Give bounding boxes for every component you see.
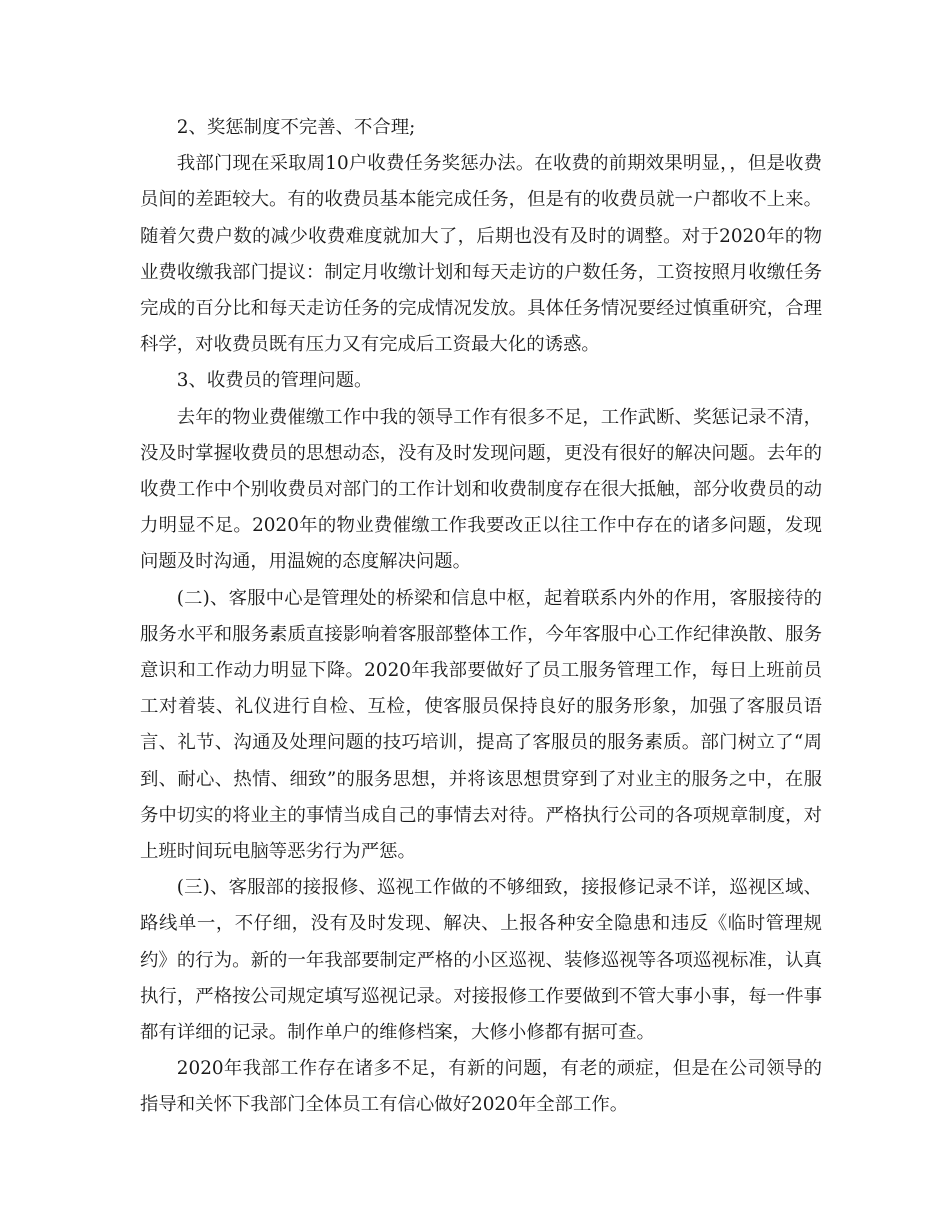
paragraph-customer-service-center: (二)、客服中心是管理处的桥梁和信息中枢，起着联系内外的作用，客服接待的服务水平和服务素质直接影响着客服部整体工作，今年客服中心工作纪律涣散、服务意识和工作动力明显下降。2020年我部要做好了员工服务管理工作，每日上班前员工对着装、礼仪进行自检、互检，使客服员保持良好的服务形象，加强了客服员语言、礼节、沟通及处理问题的技巧培训，提高了客服员的服务素质。部门树立了“周到、耐心、热情、细致”的服务思想，并将该思想贯穿到了对业主的服务之中，在服务中切实的将业主的事情当成自己的事情去对待。严格执行公司的各项规章制度，对上班时间玩电脑等恶劣行为严惩。 bbox=[140, 587, 822, 863]
paragraph-reward-system: 我部门现在采取周10户收费任务奖惩办法。在收费的前期效果明显，，但是收费员间的差距较大。有的收费员基本能完成任务，但是有的收费员就一户都收不上来。随着欠费户数的减少收费难度就加大了，后期也没有及时的调整。对于2020年的物业费收缴我部门提议：制定月收缴计划和每天走访的户数任务，工资按照月收缴任务完成的百分比和每天走访任务的完成情况发放。具体任务情况要经过慎重研究，合理科学，对收费员既有压力又有完成后工资最大化的诱惑。 bbox=[140, 153, 822, 356]
paragraph-heading-collector-management: 3、收费员的管理问题。 bbox=[176, 370, 373, 392]
paragraph-heading-reward-system: 2、奖惩制度不完善、不合理; bbox=[176, 117, 416, 138]
document-body bbox=[140, 110, 822, 1124]
paragraph-conclusion: 2020年我部工作存在诸多不足，有新的问题，有老的顽症，但是在公司领导的指导和关怀下我部门全体员工有信心做好2020年全部工作。 bbox=[140, 1058, 822, 1116]
paragraph-repair-patrol: (三)、客服部的接报修、巡视工作做的不够细致，接报修记录不详，巡视区域、路线单一，不仔细，没有及时发现、解决、上报各种安全隐患和违反《临时管理规约》的行为。新的一年我部要制定严格的小区巡视、装修巡视等各项巡视标准，认真执行，严格按公司规定填写巡视记录。对接报修工作要做到不管大事小事，每一件事都有详细的记录。制作单户的维修档案，大修小修都有据可查。 bbox=[140, 877, 822, 1044]
paragraph-collector-management: 去年的物业费催缴工作中我的领导工作有很多不足，工作武断、奖惩记录不清，没及时掌握收费员的思想动态，没有及时发现问题，更没有很好的解决问题。去年的收费工作中个别收费员对部门的工作计划和收费制度存在很大抵触，部分收费员的动力明显不足。2020年的物业费催缴工作我要改正以往工作中存在的诸多问题，发现问题及时沟通，用温婉的态度解决问题。 bbox=[140, 406, 822, 573]
